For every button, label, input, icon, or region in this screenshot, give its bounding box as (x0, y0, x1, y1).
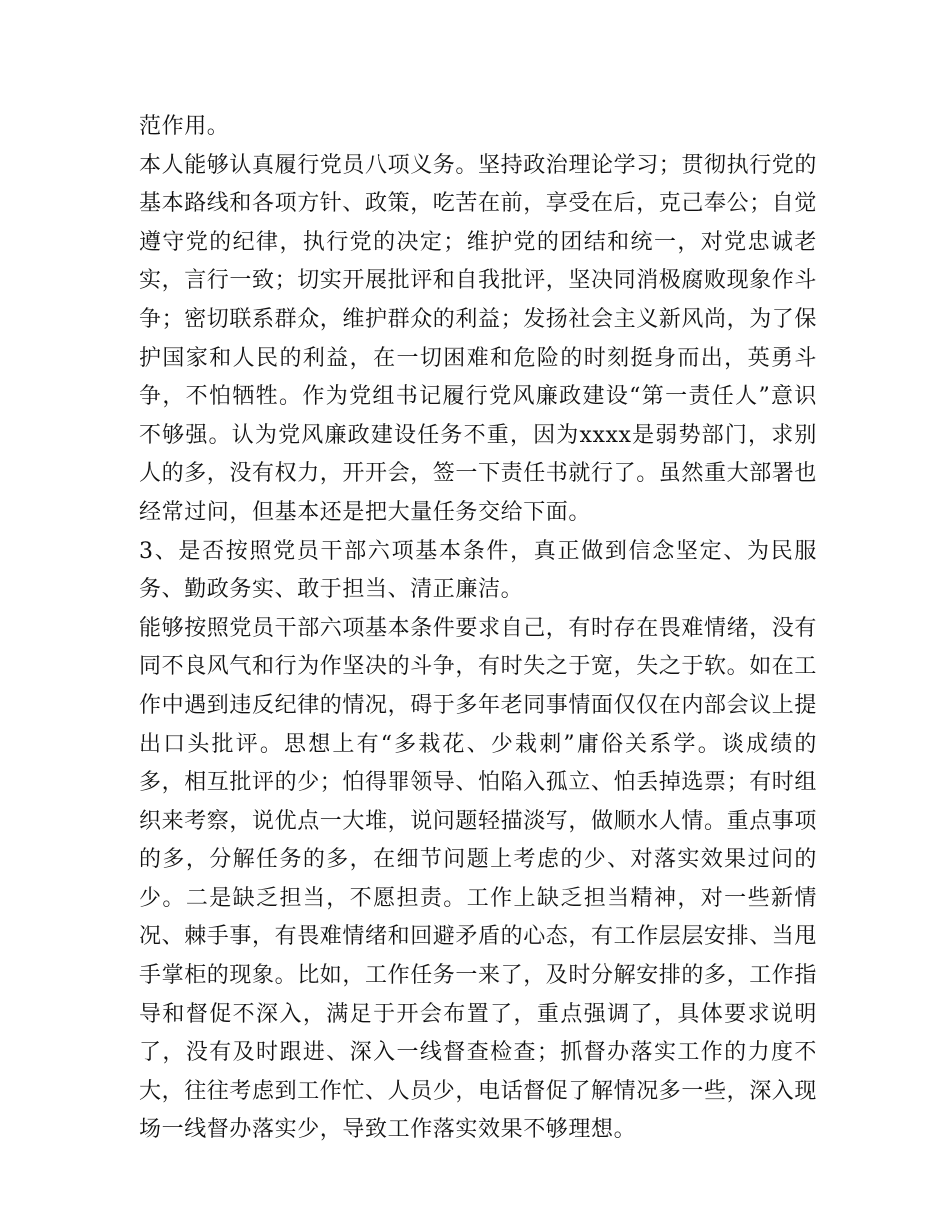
paragraph-self-assessment: 能够按照党员干部六项基本条件要求自己，有时存在畏难情绪，没有同不良风气和行为作坚决的斗争，有时失之于宽，失之于软。如在工作中遇到违反纪律的情况，碍于多年老同事情面仅仅在内部会议上提出口头批评。思想上有“多栽花、少栽刺”庸俗关系学。谈成绩的多，相互批评的少；怕得罪领导、怕陷入孤立、怕丢掉选票；有时组织来考察，说优点一大堆，说问题轻描淡写，做顺水人情。重点事项的多，分解任务的多，在细节问题上考虑的少、对落实效果过问的少。二是缺乏担当，不愿担责。工作上缺乏担当精神，对一些新情况、棘手事，有畏难情绪和回避矛盾的心态，有工作层层安排、当甩手掌柜的现象。比如，工作任务一来了，及时分解安排的多，工作指导和督促不深入，满足于开会布置了，重点强调了，具体要求说明了，没有及时跟进、深入一线督查检查；抓督办落实工作的力度不大，往往考虑到工作忙、人员少，电话督促了解情况多一些，深入现场一线督办落实少，导致工作落实效果不够理想。 (139, 615, 818, 1143)
document-body (139, 108, 817, 1150)
paragraph-heading-3: 3、是否按照党员干部六项基本条件，真正做到信念坚定、为民服务、勤政务实、敢于担当、清正廉洁。 (139, 538, 817, 603)
paragraph-continuation: 范作用。 (139, 114, 230, 139)
paragraph-party-duties: 本人能够认真履行党员八项义务。坚持政治理论学习；贯彻执行党的基本路线和各项方针、政策，吃苦在前，享受在后，克己奉公；自觉遵守党的纪律，执行党的决定；维护党的团结和统一，对党忠诚老实，言行一致；切实开展批评和自我批评，坚决同消极腐败现象作斗争；密切联系群众，维护群众的利益；发扬社会主义新风尚，为了保护国家和人民的利益，在一切困难和危险的时刻挺身而出，英勇斗争，不怕牺牲。作为党组书记履行党风廉政建设“第一责任人”意识不够强。认为党风廉政建设任务不重，因为xxxx是弱势部门，求别人的多，没有权力，开开会，签一下责任书就行了。虽然重大部署也经常过问，但基本还是把大量任务交给下面。 (139, 152, 818, 525)
